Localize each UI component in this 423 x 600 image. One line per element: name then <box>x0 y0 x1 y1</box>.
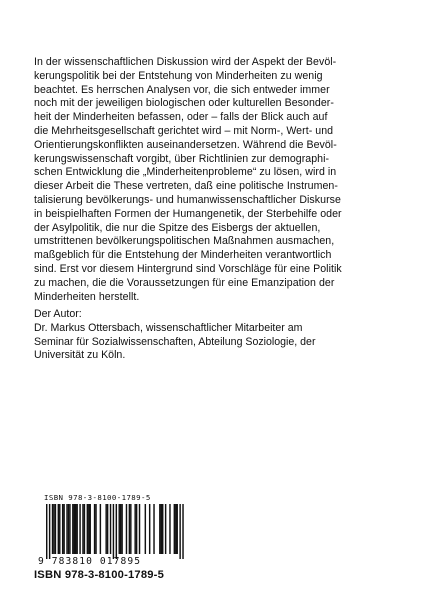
barcode-bar <box>134 504 135 554</box>
barcode-bar <box>49 504 50 559</box>
description-line: noch mit der jeweiligen biologischen oder kulturellen Besonder- <box>34 97 334 110</box>
barcode-bar <box>84 504 85 554</box>
barcode-bar <box>136 504 137 554</box>
barcode <box>36 493 188 566</box>
description-line: beachtet. Es herrschen Analysen vor, die sich entweder immer <box>34 83 330 96</box>
author-line: Universität zu Köln. <box>34 349 126 362</box>
barcode-bar <box>179 504 180 559</box>
author-line: Seminar für Sozialwissenschaften, Abteilung Soziologie, der <box>34 335 316 348</box>
description-line: dieser Arbeit die These vertreten, daß eine politische Instrumen- <box>34 180 338 193</box>
description-line: heit der Minderheiten befassen, oder – falls der Blick auch auf <box>34 111 328 124</box>
barcode-bar <box>149 504 150 554</box>
barcode-bar <box>88 504 89 554</box>
barcode-bar <box>175 504 176 554</box>
description-line: sind. Erst vor diesem Hintergrund sind Vorschläge für eine Politik <box>34 262 342 275</box>
description-line: Minderheiten herstellt. <box>34 290 140 303</box>
barcode-bar <box>126 504 127 554</box>
barcode-bar <box>120 504 121 554</box>
description-line: der Asylpolitik, die nur die Spitze des Eisbergs der aktuellen, <box>34 221 321 234</box>
barcode-digits: 9 783810 017895 <box>38 556 142 566</box>
barcode-bar <box>52 504 53 554</box>
description-line: zu machen, die die Voraussetzungen für eine Emanzipation der <box>34 276 335 289</box>
barcode-bar <box>165 504 166 554</box>
barcode-bar <box>161 504 162 554</box>
barcode-bar <box>105 504 106 554</box>
description-line: umstrittenen bevölkerungspolitischen Maßnahmen ausmachen, <box>34 235 335 248</box>
author-info <box>34 308 396 363</box>
barcode-bar <box>68 504 69 554</box>
barcode-bar <box>66 504 67 554</box>
barcode-bar <box>62 504 63 554</box>
barcode-bar <box>59 504 60 554</box>
barcode-bar <box>182 504 183 559</box>
isbn-text: ISBN 978-3-8100-1789-5 <box>34 569 165 581</box>
barcode-bar <box>153 504 154 554</box>
barcode-bar <box>58 504 59 554</box>
barcode-bar <box>63 504 64 554</box>
barcode-isbn-label: ISBN 978-3-8100-1789-5 <box>44 493 151 502</box>
barcode-bar <box>159 504 160 554</box>
barcode-bar <box>100 504 101 554</box>
barcode-bar <box>55 504 56 554</box>
barcode-bar <box>110 504 111 554</box>
description-line: schen Entwicklung die „Minderheitenprobleme“ zu lösen, wird in <box>34 166 337 179</box>
description-line: die Mehrheitsgesellschaft gerichtet wird – mit Norm-, Wert- und <box>34 124 334 137</box>
book-description <box>34 56 396 304</box>
barcode-bar <box>129 504 130 554</box>
description-line: maßgeblich für die Entstehung der Minderheiten verantwortlich <box>34 249 332 262</box>
author-heading: Der Autor: <box>34 308 82 320</box>
description-line: kerungswissenschaft vorgibt, über Richtlinien zur demographi- <box>34 152 330 165</box>
barcode-bar <box>177 504 178 554</box>
barcode-bar <box>76 504 77 554</box>
description-line: Orientierungskonflikten auseinandersetzen. Während die Bevöl- <box>34 138 337 151</box>
barcode-bar <box>107 504 108 554</box>
description-line: in beispielhaften Formen der Humangenetik, der Sterbehilfe oder <box>34 207 342 220</box>
barcode-bar <box>79 504 80 554</box>
barcode-bar <box>74 504 75 554</box>
barcode-bar <box>116 504 117 559</box>
barcode-bar <box>119 504 120 554</box>
barcode-bar <box>130 504 131 554</box>
barcode-bar <box>113 504 114 559</box>
author-line: Dr. Markus Ottersbach, wissenschaftlicher Mitarbeiter am <box>34 321 303 334</box>
barcode-bar <box>72 504 73 554</box>
description-line: In der wissenschaftlichen Diskussion wird der Aspekt der Bevöl- <box>34 56 337 68</box>
barcode-bar <box>69 504 70 554</box>
description-line: talisierung bevölkerungs- und humanwissenschaftlicher Diskurse <box>34 193 341 206</box>
barcode-bar <box>87 504 88 554</box>
description-line: kerungspolitik bei der Entstehung von Minderheiten zu wenig <box>34 69 323 82</box>
barcode-bar <box>94 504 95 554</box>
barcode-bar <box>90 504 91 554</box>
barcode-bar <box>162 504 163 554</box>
barcode-bar <box>82 504 83 554</box>
barcode-bar <box>121 504 122 554</box>
barcode-bars <box>36 504 188 566</box>
barcode-bar <box>139 504 140 554</box>
barcode-bar <box>145 504 146 554</box>
barcode-bar <box>75 504 76 554</box>
barcode-bar <box>46 504 47 559</box>
barcode-bar <box>174 504 175 554</box>
barcode-bar <box>169 504 170 554</box>
barcode-bar <box>53 504 54 554</box>
barcode-bar <box>95 504 96 554</box>
